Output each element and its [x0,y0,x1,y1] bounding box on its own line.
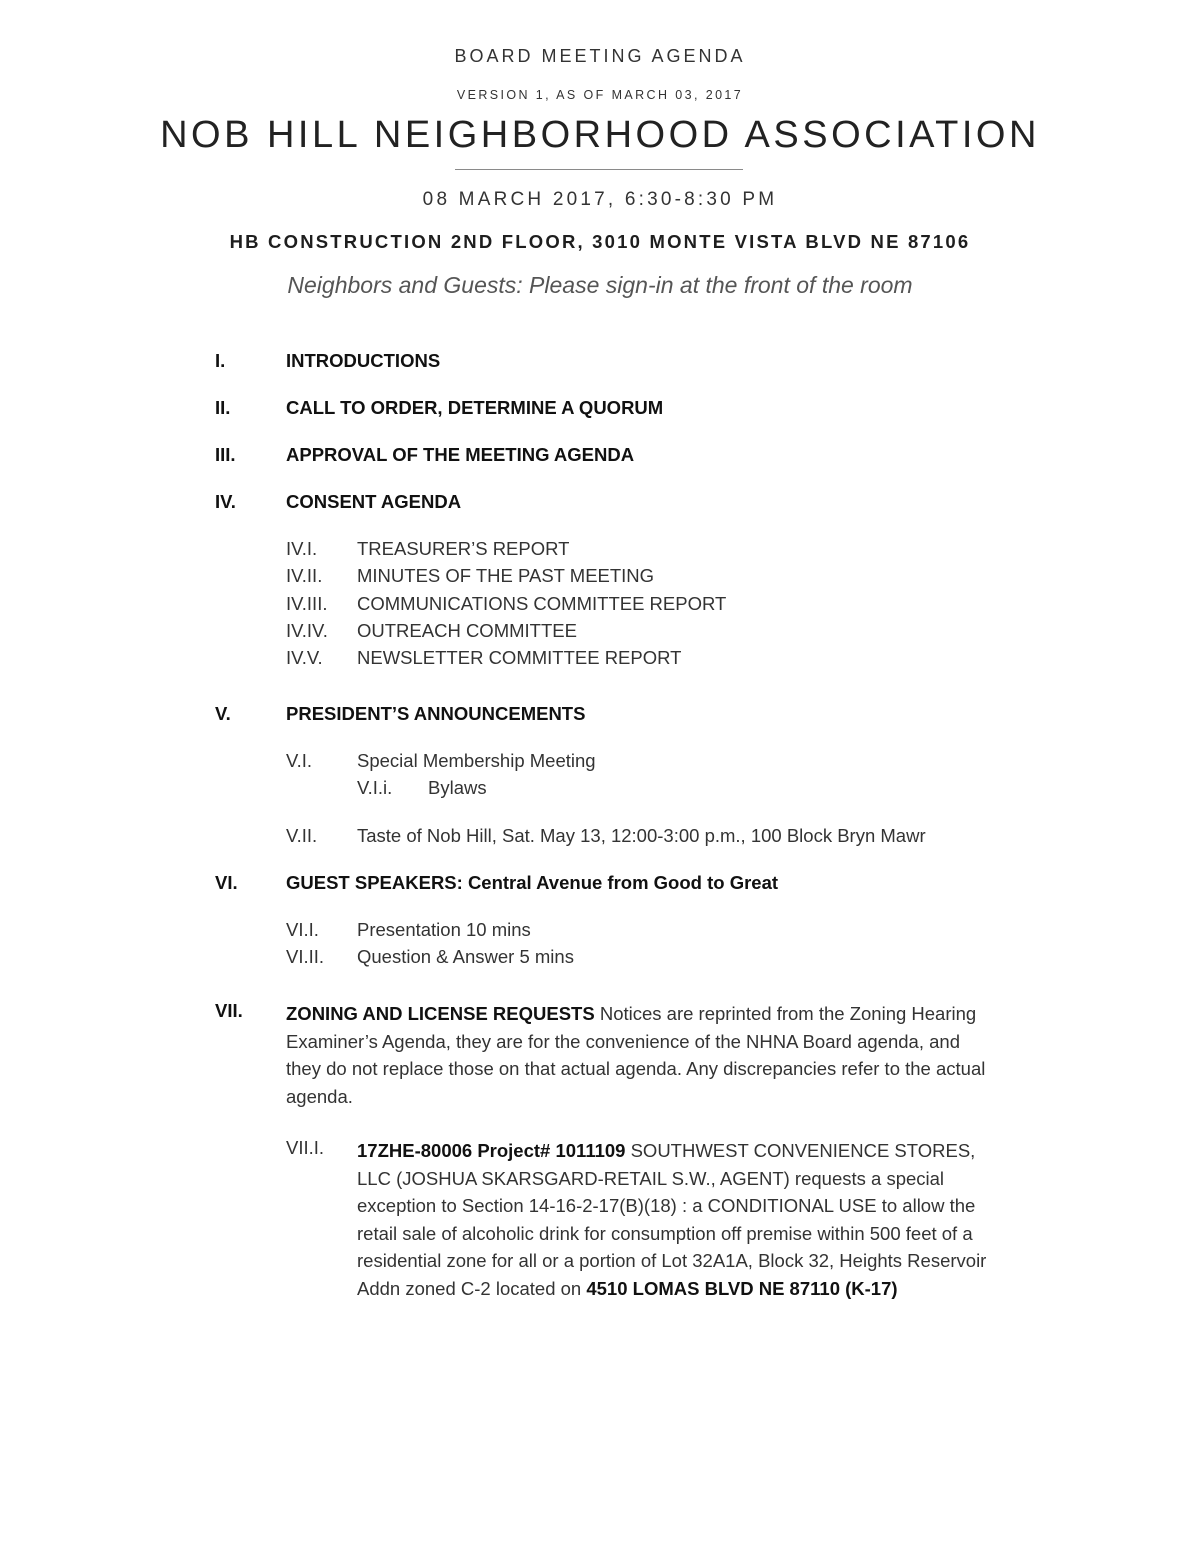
item-number: V.I. [286,750,313,771]
section-number: II. [215,397,231,418]
section-zoning-description: Notices are reprinted from the Zoning Hearing Examiner’s Agenda, they are for the convenience of the NHNA Board agenda, and they do not replace those on that actual agenda. Any discrepancies refer to the actual agenda. [286,1003,986,1107]
zoning-request-item [357,1137,997,1302]
section-title-introductions: INTRODUCTIONS [286,350,441,371]
section-title-zoning: ZONING AND LICENSE REQUESTS [286,1003,595,1024]
subitem-number: V.I.i. [357,777,393,798]
section-title-guest-speakers: GUEST SPEAKERS: Central Avenue from Good to Great [286,872,779,893]
item-taste-of-nob-hill: Taste of Nob Hill, Sat. May 13, 12:00-3:00 p.m., 100 Block Bryn Mawr [357,825,926,846]
subitem-bylaws: Bylaws [428,777,487,798]
item-minutes: MINUTES OF THE PAST MEETING [357,565,655,586]
section-title-consent-agenda: CONSENT AGENDA [286,491,462,512]
item-number: VI.I. [286,919,319,940]
section-title-approval: APPROVAL OF THE MEETING AGENDA [286,444,635,465]
meeting-venue: HB CONSTRUCTION 2ND FLOOR, 3010 MONTE VISTA BLVD NE 87106 [229,231,971,252]
item-special-membership-meeting: Special Membership Meeting [357,750,596,771]
section-number: VI. [215,872,238,893]
item-number: IV.V. [286,647,323,668]
item-number: IV.III. [286,593,328,614]
section-number: III. [215,444,236,465]
zoning-address: 4510 LOMAS BLVD NE 87110 (K-17) [586,1277,898,1299]
item-number: VII.I. [286,1137,325,1158]
item-number: IV.IV. [286,620,328,641]
item-newsletter-report: NEWSLETTER COMMITTEE REPORT [357,647,682,668]
section-number: VII. [215,1000,243,1021]
item-treasurers-report: TREASURER’S REPORT [357,538,570,559]
sign-in-note: Neighbors and Guests: Please sign-in at the front of the room [287,272,913,298]
section-number: IV. [215,491,236,512]
section-number: V. [215,703,231,724]
zoning-request-text: SOUTHWEST CONVENIENCE STORES, LLC (JOSHUA SKARSGARD-RETAIL S.W., AGENT) requests a special exception to Section 14-16-2-17(B)(18) : a CONDITIONAL USE to allow the retail sale of alcoholic drink for consumption off premise within 500 feet of a residential zone for all or a portion of Lot 32A1A, Block 32, Heights Reservoir Addn zoned C-2 located on [357,1140,987,1299]
organization-title: NOB HILL NEIGHBORHOOD ASSOCIATION [160,114,1040,156]
item-number: VI.II. [286,946,325,967]
meeting-date-time: 08 MARCH 2017, 6:30-8:30 PM [422,189,778,210]
item-number: IV.I. [286,538,318,559]
section-zoning-requests [286,1000,996,1110]
zoning-case-number: 17ZHE-80006 Project# 1011109 [357,1140,626,1161]
item-question-answer: Question & Answer 5 mins [357,946,574,967]
title-divider [455,169,743,170]
document-version: VERSION 1, AS OF MARCH 03, 2017 [456,88,744,102]
document-kicker: BOARD MEETING AGENDA [454,46,746,66]
section-number: I. [215,350,226,371]
item-outreach-committee: OUTREACH COMMITTEE [357,620,577,641]
item-communications-report: COMMUNICATIONS COMMITTEE REPORT [357,593,727,614]
item-presentation: Presentation 10 mins [357,919,531,940]
section-title-call-to-order: CALL TO ORDER, DETERMINE A QUORUM [286,397,664,418]
section-title-announcements: PRESIDENT’S ANNOUNCEMENTS [286,703,586,724]
item-number: IV.II. [286,565,323,586]
item-number: V.II. [286,825,318,846]
